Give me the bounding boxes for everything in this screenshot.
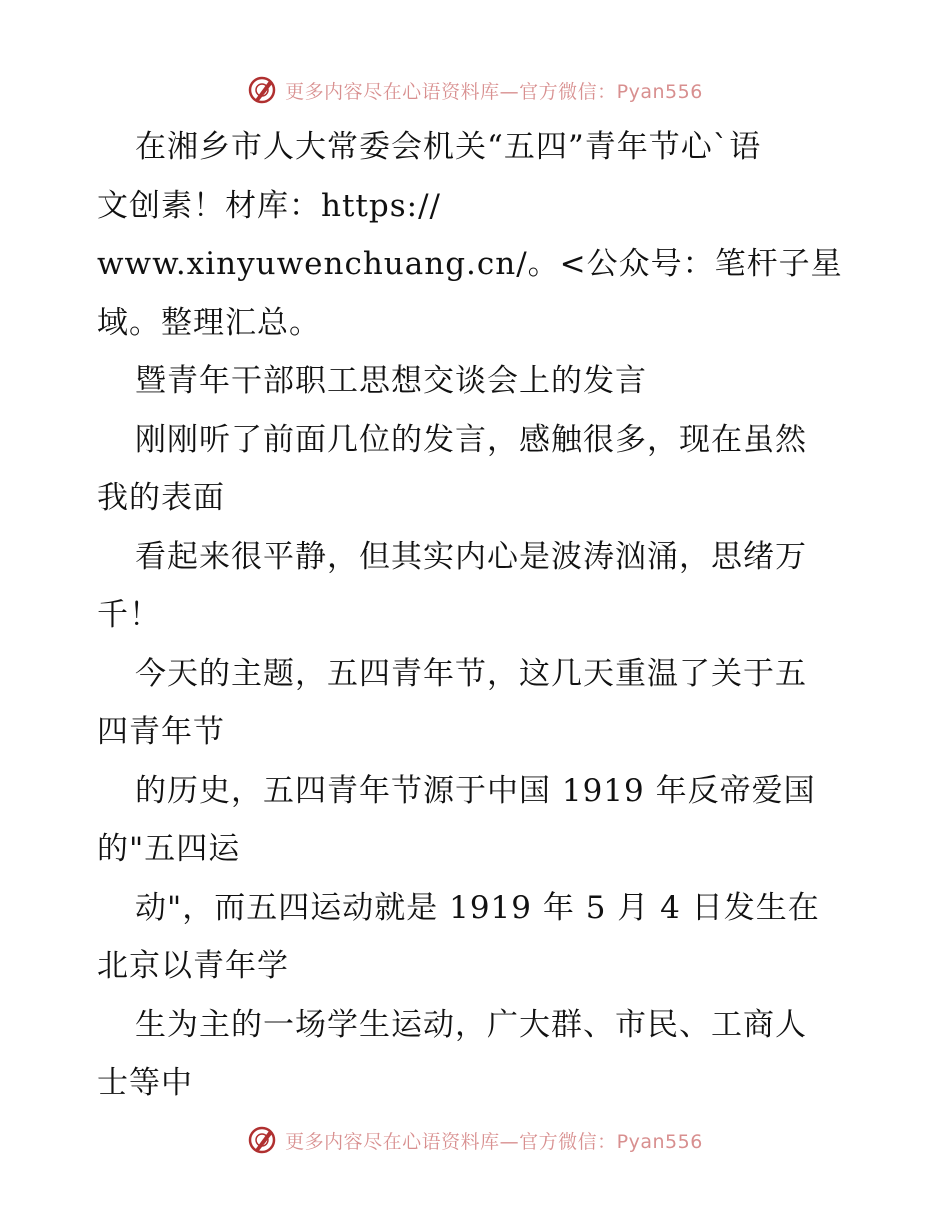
text-line: 北京以青年学 [97, 948, 289, 984]
text-line: 在湘乡市人大常委会机关“五四”青年节心`语 [135, 129, 762, 165]
text-line: 域。整理汇总。 [97, 304, 321, 341]
text-line: 今天的主题，五四青年节，这几天重温了关于五 [135, 655, 807, 692]
text-line: 的"五四运 [97, 831, 241, 867]
text-line: 士等中 [97, 1065, 193, 1101]
text-line: www.xinyuwenchuang.cn/。<公众号：笔杆子星 [97, 246, 843, 282]
pen-logo-icon [247, 75, 277, 105]
text-line: 动"，而五四运动就是 1919 年 5 月 4 日发生在 [135, 889, 820, 926]
text-line: 暨青年干部职工思想交谈会上的发言 [135, 363, 647, 399]
text-line: 文创素！材库：https:// [97, 187, 441, 224]
text-line: 千！ [97, 597, 161, 633]
footer-watermark [0, 1120, 950, 1160]
text-line: 生为主的一场学生运动，广大群、市民、工商人 [135, 1006, 807, 1043]
pen-logo-icon [247, 1125, 277, 1155]
text-line: 刚刚听了前面几位的发言，感触很多，现在虽然 [135, 421, 807, 458]
text-line: 四青年节 [97, 714, 225, 750]
header-watermark-text: 更多内容尽在心语资料库—官方微信：Pyan556 [285, 80, 703, 103]
footer-watermark-text: 更多内容尽在心语资料库—官方微信：Pyan556 [285, 1130, 703, 1153]
text-line: 我的表面 [97, 480, 225, 516]
document-body [97, 118, 857, 1113]
text-line: 看起来很平静，但其实内心是波涛汹涌，思绪万 [135, 538, 807, 575]
text-line: 的历史，五四青年节源于中国 1919 年反帝爱国 [135, 772, 816, 809]
header-watermark [0, 70, 950, 110]
